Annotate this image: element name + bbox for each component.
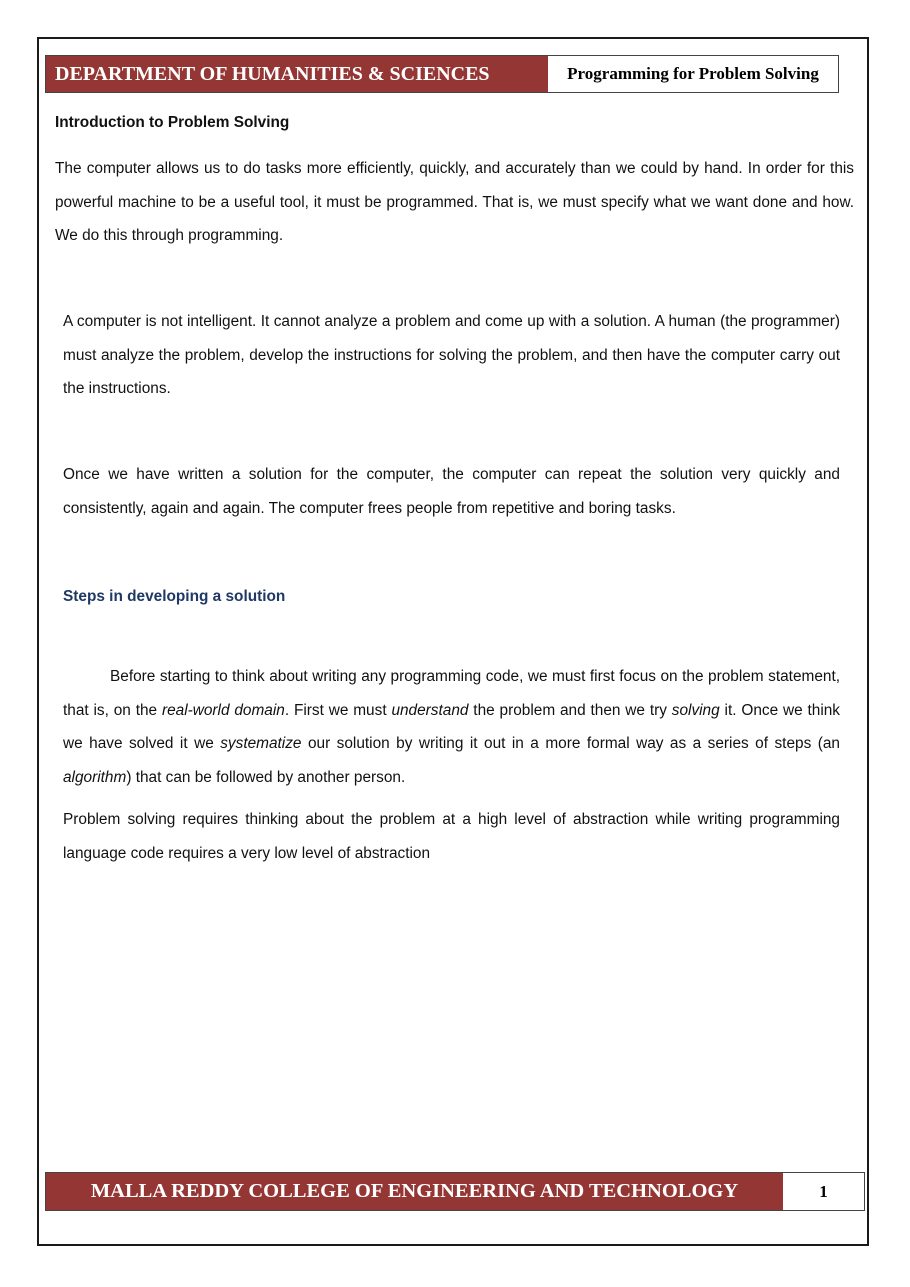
intro-heading: Introduction to Problem Solving [55,114,290,131]
steps-heading: Steps in developing a solution [63,588,286,605]
steps-text-4: it. Once we think we have solved it we [63,701,840,752]
steps-emphasis-algorithm: algorithm [63,768,127,786]
page-header [45,55,839,93]
steps-text-3: the problem and then we try [468,701,672,719]
steps-emphasis-understand: understand [391,701,469,719]
subject-title: Programming for Problem Solving [548,56,838,92]
page-footer [45,1172,865,1211]
intro-paragraph: The computer allows us to do tasks more efficiently, quickly, and accurately than we could by hand. In order for this powerful machine to be a useful tool, it must be programmed. That is, we must specify what we want done and how. We do this through programming. [55,160,854,244]
steps-text-5: our solution by writing it out in a more formal way as a series of steps (an [301,735,840,752]
steps-paragraph [63,660,840,794]
intelligence-paragraph: A computer is not intelligent. It cannot analyze a problem and come up with a solution. A human (the programmer) must analyze the problem, develop the instructions for solving the problem, and then have the computer carry out the instructions. [63,313,840,397]
page-number: 1 [783,1173,864,1210]
college-name: MALLA REDDY COLLEGE OF ENGINEERING AND TECHNOLOGY [46,1173,783,1210]
repeat-paragraph: Once we have written a solution for the computer, the computer can repeat the solution very quickly and consistently, again and again. The computer frees people from repetitive and boring tasks. [63,466,840,517]
abstraction-paragraph: Problem solving requires thinking about the problem at a high level of abstraction while writing programming language code requires a very low level of abstraction [63,811,840,862]
steps-emphasis-real-world: real-world domain [161,701,285,719]
steps-emphasis-solving: solving [671,701,720,719]
steps-emphasis-systematize: systematize [220,735,302,752]
department-title: DEPARTMENT OF HUMANITIES & SCIENCES [46,56,548,92]
steps-text-6: ) that can be followed by another person. [126,768,406,786]
steps-text-1: Before starting to think about writing any programming code, we must first focus on the problem statement, that is, on the [63,668,840,719]
steps-text-2: . First we must [284,701,392,719]
